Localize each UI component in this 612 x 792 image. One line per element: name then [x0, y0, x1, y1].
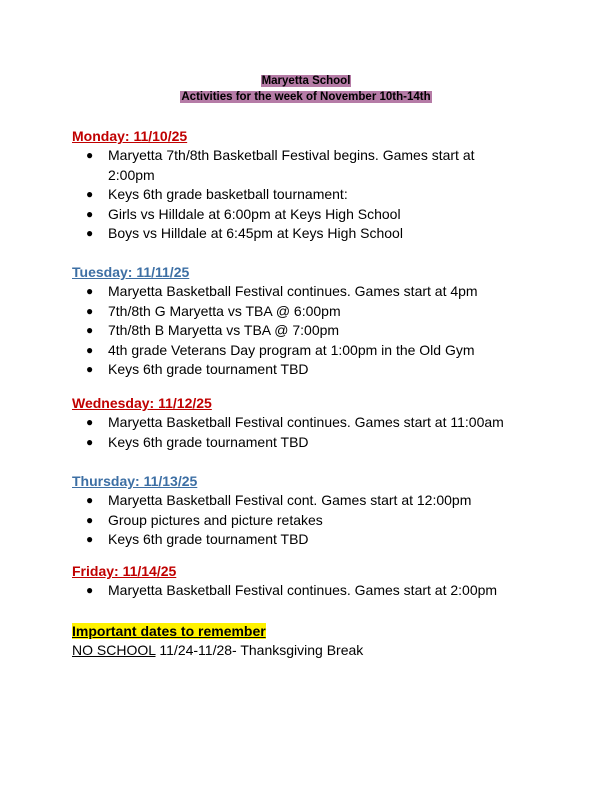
bullet-icon: ● — [86, 532, 94, 546]
list-item: ● Maryetta Basketball Festival continues. Games start at 11:00am — [72, 413, 552, 433]
list-item: ● Keys 6th grade tournament TBD — [72, 530, 552, 550]
wednesday-heading: Wednesday: 11/12/25 — [72, 395, 212, 411]
thursday-list — [72, 491, 552, 550]
wednesday-section — [72, 394, 552, 452]
list-item: ● Boys vs Hilldale at 6:45pm at Keys High School — [72, 224, 552, 244]
list-item: ● Girls vs Hilldale at 6:00pm at Keys High School — [72, 205, 552, 225]
bullet-icon: ● — [86, 415, 94, 429]
list-item: ● Keys 6th grade basketball tournament: — [72, 185, 552, 205]
bullet-icon: ● — [86, 583, 94, 597]
bullet-icon: ● — [86, 187, 94, 201]
no-school-note — [72, 641, 552, 660]
bullet-icon: ● — [86, 342, 94, 357]
list-item: ● 7th/8th B Maryetta vs TBA @ 7:00pm — [72, 321, 552, 341]
list-item: ● Group pictures and picture retakes — [72, 511, 552, 531]
bullet-icon: ● — [86, 303, 94, 318]
no-school-dates: 11/24-11/28- Thanksgiving Break — [155, 642, 364, 658]
list-item: ● 7th/8th G Maryetta vs TBA @ 6:00pm — [72, 302, 552, 322]
bullet-icon: ● — [86, 512, 94, 527]
friday-section — [72, 562, 552, 601]
monday-list — [72, 146, 552, 244]
list-item: ● Keys 6th grade tournament TBD — [72, 433, 552, 453]
thursday-section — [72, 472, 552, 550]
bullet-icon: ● — [86, 148, 94, 162]
friday-heading: Friday: 11/14/25 — [72, 563, 177, 579]
tuesday-list — [72, 282, 552, 380]
bullet-icon: ● — [86, 362, 94, 376]
bullet-icon: ● — [86, 493, 94, 507]
list-item: ● Maryetta Basketball Festival continues. Games start at 2:00pm — [72, 581, 552, 601]
bullet-icon: ● — [86, 323, 94, 337]
document-header — [0, 73, 612, 105]
important-dates-section — [72, 622, 552, 660]
monday-section — [72, 127, 552, 244]
wednesday-list — [72, 413, 552, 452]
bullet-icon: ● — [86, 284, 94, 298]
bullet-icon: ● — [86, 434, 94, 449]
list-item: ● Keys 6th grade tournament TBD — [72, 360, 552, 380]
list-item: ● Maryetta 7th/8th Basketball Festival begins. Games start at 2:00pm — [86, 147, 475, 183]
week-subtitle: Activities for the week of November 10th-14th — [181, 91, 431, 103]
bullet-icon: ● — [86, 226, 94, 240]
monday-heading: Monday: 11/10/25 — [72, 128, 188, 144]
list-item: ● Maryetta Basketball Festival cont. Games start at 12:00pm — [72, 491, 552, 511]
thursday-heading: Thursday: 11/13/25 — [72, 473, 198, 489]
bullet-icon: ● — [86, 206, 94, 221]
important-dates-heading: Important dates to remember — [72, 623, 266, 639]
friday-list — [72, 581, 552, 601]
school-name: Maryetta School — [261, 75, 351, 87]
list-item: ● Maryetta Basketball Festival continues. Games start at 4pm — [72, 282, 552, 302]
list-item: ● 4th grade Veterans Day program at 1:00pm in the Old Gym — [72, 341, 552, 361]
tuesday-section — [72, 263, 552, 380]
tuesday-heading: Tuesday: 11/11/25 — [72, 264, 190, 280]
no-school-label: NO SCHOOL — [72, 642, 156, 658]
